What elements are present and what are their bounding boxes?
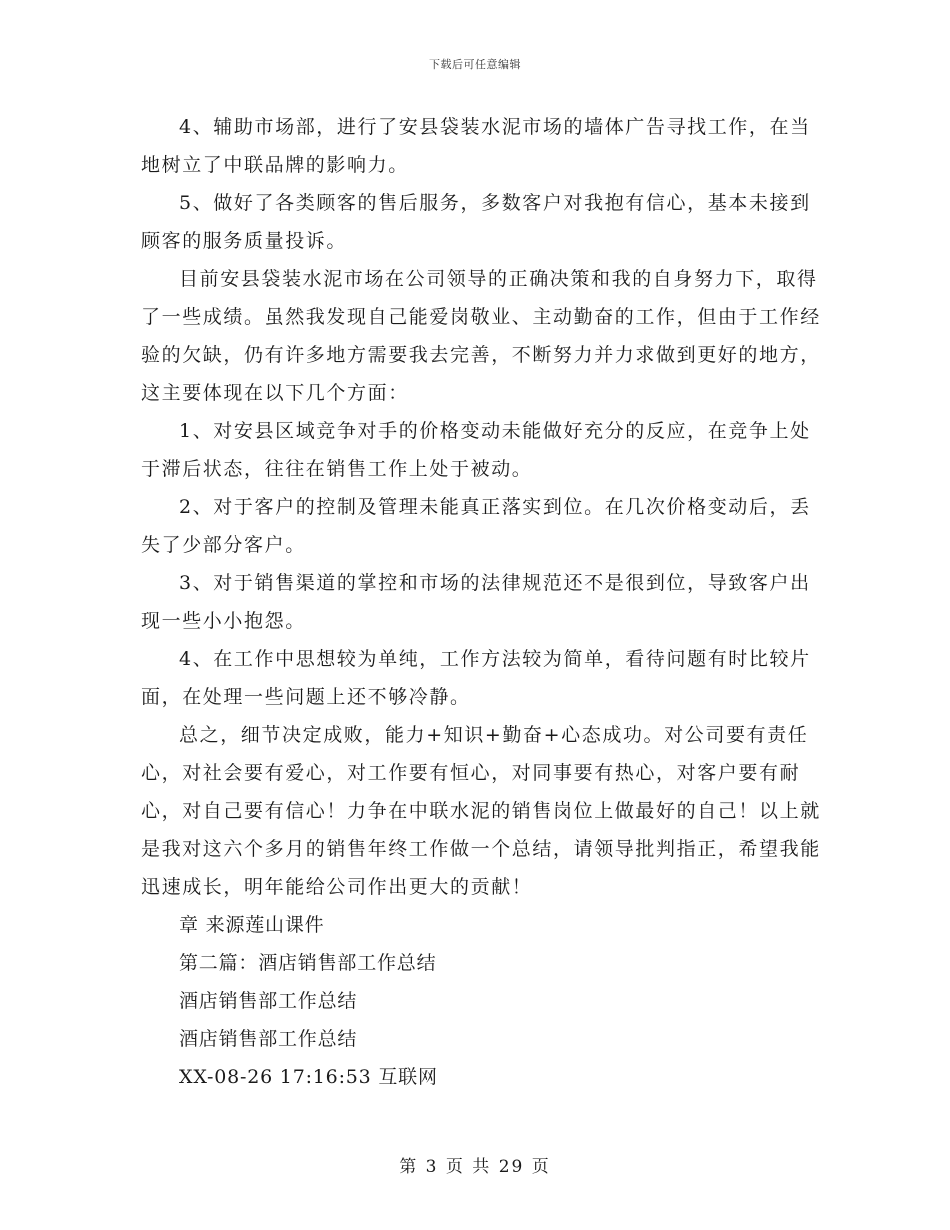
section-title: 酒店销售部工作总结	[179, 1028, 358, 1050]
paragraph: 5、做好了各类顾客的售后服务，多数客户对我抱有信心，基本未接到顾客的服务质量投诉。	[141, 192, 811, 252]
paragraph: 1、对安县区域竞争对手的价格变动未能做好充分的反应，在竞争上处于滞后状态，往往在销售工作上处于被动。	[141, 420, 811, 480]
timestamp-line: XX-08-26 17:16:53 互联网	[179, 1066, 438, 1088]
paragraph: 2、对于客户的控制及管理未能真正落实到位。在几次价格变动后，丢失了少部分客户。	[141, 496, 811, 556]
source-line: 章 来源莲山课件	[179, 914, 325, 936]
section-heading: 第二篇：酒店销售部工作总结	[179, 952, 437, 974]
paragraph: 目前安县袋装水泥市场在公司领导的正确决策和我的自身努力下，取得了一些成绩。虽然我发现自己能爱岗敬业、主动勤奋的工作，但由于工作经验的欠缺，仍有许多地方需要我去完善，不断努力并力求做到更好的地方，这主要体现在以下几个方面：	[141, 268, 821, 404]
document-body	[141, 108, 821, 1096]
paragraph: 4、辅助市场部，进行了安县袋装水泥市场的墙体广告寻找工作，在当地树立了中联品牌的影响力。	[141, 116, 811, 176]
section-title: 酒店销售部工作总结	[179, 990, 358, 1012]
paragraph: 总之，细节决定成败，能力+知识+勤奋+心态成功。对公司要有责任心，对社会要有爱心，对工作要有恒心，对同事要有热心，对客户要有耐心，对自己要有信心！力争在中联水泥的销售岗位上做最好的自己！以上就是我对这六个多月的销售年终工作做一个总结，请领导批判指正，希望我能迅速成长，明年能给公司作出更大的贡献！	[141, 724, 821, 898]
paragraph: 4、在工作中思想较为单纯，工作方法较为简单，看待问题有时比较片面，在处理一些问题上还不够冷静。	[141, 648, 811, 708]
page-number: 第 3 页 共 29 页	[399, 1157, 551, 1177]
paragraph: 3、对于销售渠道的掌控和市场的法律规范还不是很到位，导致客户出现一些小小抱怨。	[141, 572, 811, 632]
header-note: 下载后可任意编辑	[429, 58, 521, 71]
